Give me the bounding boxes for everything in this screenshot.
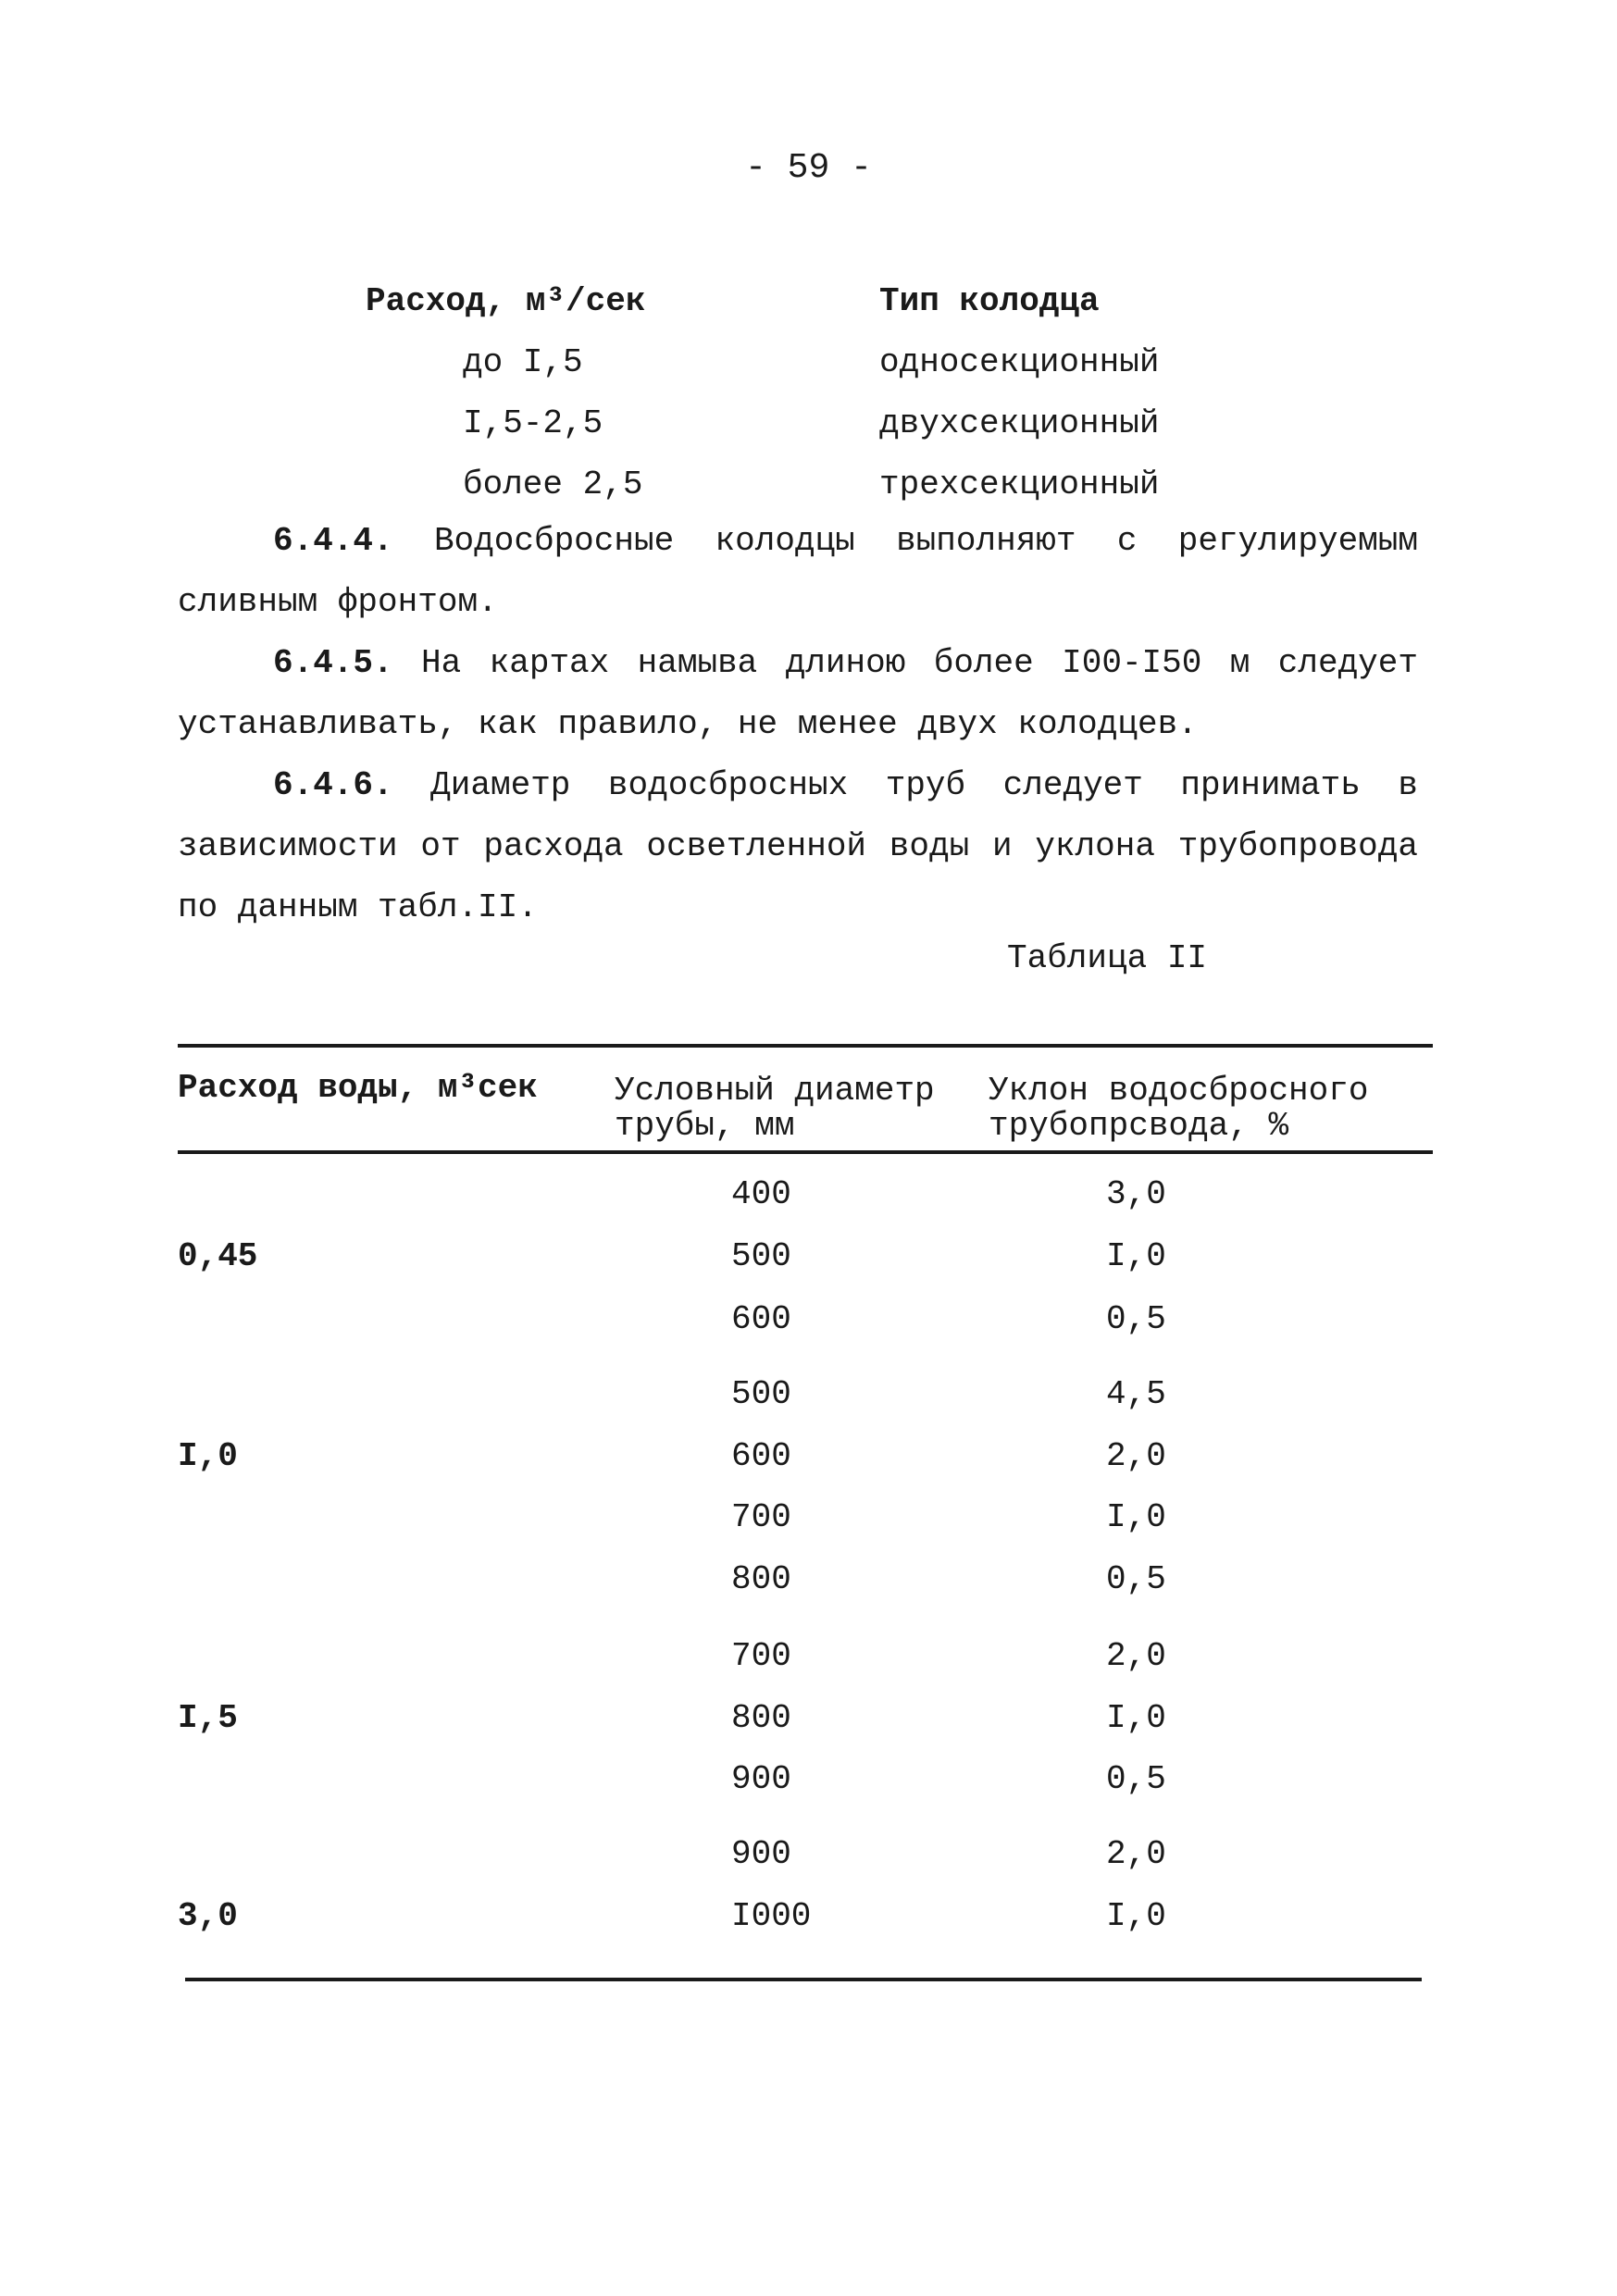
- table-top-rule: [178, 1044, 1433, 1048]
- slope-value: 2,0: [1106, 1637, 1166, 1675]
- well-type-type: односекционный: [879, 342, 1160, 381]
- paragraph-6-4-6: [178, 755, 1418, 938]
- diameter-value: 500: [731, 1237, 791, 1275]
- diameter-value: 800: [731, 1560, 791, 1598]
- paragraph-6-4-5: [178, 633, 1418, 755]
- header-slope: [989, 1074, 1368, 1144]
- clause-number: 6.4.4.: [273, 522, 393, 560]
- header-flow: Расход воды, м³сек: [178, 1069, 538, 1107]
- diameter-value: I000: [731, 1897, 812, 1935]
- slope-value: I,0: [1106, 1699, 1166, 1737]
- well-type-header-row: [366, 270, 1250, 331]
- slope-value: 0,5: [1106, 1560, 1166, 1598]
- slope-value: 3,0: [1106, 1175, 1166, 1213]
- clause-text: На картах намыва длиною более I00-I50 м следует устанавливать, как правило, не менее двух колодцев.: [178, 644, 1418, 743]
- table-bottom-rule: [185, 1978, 1422, 1981]
- flow-value: 3,0: [178, 1897, 238, 1935]
- well-type-row: [366, 453, 1250, 515]
- slope-value: 0,5: [1106, 1300, 1166, 1338]
- slope-value: I,0: [1106, 1897, 1166, 1935]
- well-type-row: [366, 331, 1250, 392]
- well-type-row: [366, 392, 1250, 453]
- well-type-type: двухсекционный: [879, 403, 1160, 442]
- diameter-value: 900: [731, 1760, 791, 1798]
- diameter-value: 400: [731, 1175, 791, 1213]
- well-type-header-type: Тип колодца: [879, 281, 1100, 320]
- flow-value: 0,45: [178, 1237, 258, 1275]
- slope-value: 2,0: [1106, 1437, 1166, 1475]
- diameter-value: 500: [731, 1375, 791, 1413]
- well-type-type: трехсекционный: [879, 465, 1160, 503]
- paragraph-6-4-4: [178, 511, 1418, 633]
- well-type-table: [366, 270, 1250, 515]
- diameter-value: 700: [731, 1637, 791, 1675]
- header-diameter: [615, 1074, 935, 1144]
- well-type-flow: более 2,5: [463, 465, 643, 503]
- page-number: - 59 -: [745, 148, 872, 188]
- table-header-rule: [178, 1150, 1433, 1154]
- table-caption: Таблица II: [1007, 939, 1208, 977]
- slope-value: I,0: [1106, 1498, 1166, 1536]
- well-type-flow: I,5-2,5: [463, 403, 603, 442]
- flow-value: I,0: [178, 1437, 238, 1475]
- well-type-header-flow: Расход, м³/сек: [366, 281, 646, 320]
- header-slope-line1: Уклон водосбросного: [989, 1072, 1369, 1110]
- diameter-value: 900: [731, 1835, 791, 1873]
- well-type-flow: до I,5: [463, 342, 583, 381]
- clause-text: Диаметр водосбросных труб следует принимать в зависимости от расхода осветленной воды и уклона трубопровода по данным табл.II.: [178, 766, 1418, 926]
- slope-value: 0,5: [1106, 1760, 1166, 1798]
- clause-number: 6.4.6.: [273, 766, 393, 804]
- diameter-value: 600: [731, 1300, 791, 1338]
- clause-number: 6.4.5.: [273, 644, 393, 682]
- diameter-value: 800: [731, 1699, 791, 1737]
- slope-value: 4,5: [1106, 1375, 1166, 1413]
- diameter-value: 600: [731, 1437, 791, 1475]
- slope-value: 2,0: [1106, 1835, 1166, 1873]
- header-diameter-line1: Условный диаметр: [615, 1072, 935, 1110]
- slope-value: I,0: [1106, 1237, 1166, 1275]
- flow-value: I,5: [178, 1699, 238, 1737]
- clause-text: Водосбросные колодцы выполняют с регулируемым сливным фронтом.: [178, 522, 1418, 621]
- header-diameter-line2: трубы, мм: [615, 1107, 795, 1145]
- diameter-value: 700: [731, 1498, 791, 1536]
- header-slope-line2: трубопрсвода, %: [989, 1107, 1289, 1145]
